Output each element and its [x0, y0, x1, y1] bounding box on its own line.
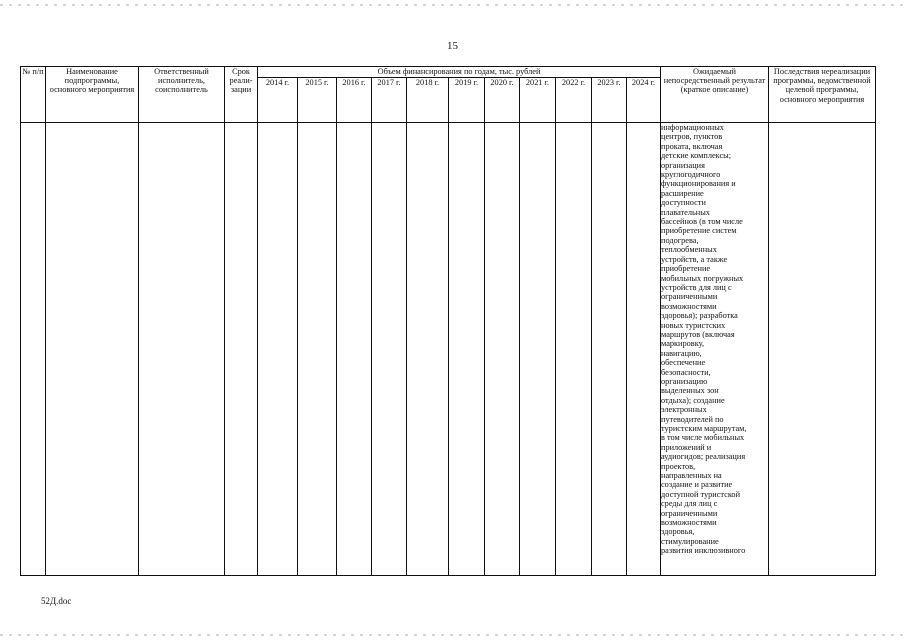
cell-consequences: [769, 123, 876, 576]
cell-year-value: [520, 123, 556, 576]
result-text-line: мобильных погружных: [661, 273, 744, 283]
cell-name: [46, 123, 139, 576]
result-text-line: расширение: [661, 188, 704, 198]
result-text-line: проектов,: [661, 461, 696, 471]
header-year: 2020 г.: [485, 78, 520, 123]
cell-year-value: [258, 123, 298, 576]
result-text-line: новых туристских: [661, 320, 726, 330]
result-text-line: электронных: [661, 405, 707, 415]
result-text-line: возможностями: [661, 518, 717, 528]
result-text-line: выделенных зон: [661, 386, 719, 396]
result-text-line: функционирования и: [661, 179, 736, 189]
result-text-line: устройств, а также: [661, 254, 728, 264]
header-name: Наименование подпрограммы, основного мероприятия: [46, 67, 139, 123]
cell-year-value: [627, 123, 661, 576]
header-year: 2022 г.: [556, 78, 592, 123]
header-year: 2019 г.: [449, 78, 485, 123]
cell-term: [225, 123, 258, 576]
result-text-line: маркировку,: [661, 339, 705, 349]
header-year: 2023 г.: [592, 78, 627, 123]
result-text-line: здоровья); разработка: [661, 311, 738, 321]
header-year: 2014 г.: [258, 78, 298, 123]
header-executor: Ответственный исполнитель, соисполнитель: [139, 67, 225, 123]
page-number: 15: [447, 40, 458, 52]
result-text-line: возможностями: [661, 301, 717, 311]
result-text-line: в том числе мобильных: [661, 433, 745, 443]
cell-year-value: [449, 123, 485, 576]
result-text-line: стимулирование: [661, 536, 719, 546]
scan-edge-bottom: [0, 634, 905, 636]
result-text-line: создание и развитие: [661, 480, 733, 490]
result-text-line: отдыха); создание: [661, 395, 725, 405]
cell-year-value: [485, 123, 520, 576]
result-text-line: круглогодичного: [661, 170, 721, 180]
result-text-line: организация: [661, 160, 705, 170]
header-year: 2021 г.: [520, 78, 556, 123]
cell-result: [661, 123, 769, 576]
result-text-line: развития инклюзивного: [661, 546, 746, 556]
header-result: Ожидаемый непосредственный результат (краткое описание): [661, 67, 769, 123]
result-text-line: навигацию,: [661, 348, 702, 358]
scan-edge-top: [0, 4, 905, 6]
result-text-line: проката, включая: [661, 141, 723, 151]
result-text-line: бассейнов (в том числе: [661, 217, 743, 227]
result-text-line: плавательных: [661, 207, 710, 217]
result-text-line: приобретение систем: [661, 226, 737, 236]
result-text-line: доступности: [661, 198, 706, 208]
result-text-line: ограниченными: [661, 292, 718, 302]
cell-number: [21, 123, 46, 576]
financing-table: [20, 66, 876, 576]
cell-year-value: [407, 123, 449, 576]
header-year: 2018 г.: [407, 78, 449, 123]
result-text-line: здоровья,: [661, 527, 695, 537]
cell-year-value: [592, 123, 627, 576]
result-text-line: центров, пунктов: [661, 132, 723, 142]
header-year: 2024 г.: [627, 78, 661, 123]
result-text-line: туристским маршрутам,: [661, 424, 747, 433]
result-text-line: информационных: [661, 123, 724, 132]
result-text-line: маршрутов (включая: [661, 329, 735, 339]
result-text-line: ограниченными: [661, 508, 718, 518]
cell-year-value: [372, 123, 407, 576]
header-consequences: Последствия нереализации программы, ведомственной целевой программы, основного мероприятия: [769, 67, 876, 123]
result-text-line: организацию: [661, 376, 708, 386]
result-text-line: обеспечение: [661, 358, 706, 368]
result-text-line: направленных на: [661, 471, 722, 481]
result-text-line: приложений и: [661, 442, 712, 452]
header-term: Срок реали-зации: [225, 67, 258, 123]
result-text-line: подогрева,: [661, 235, 699, 245]
result-text-line: аудиогидов; реализация: [661, 452, 746, 462]
table-row: [21, 123, 876, 576]
result-text-line: путеводителей по: [661, 414, 724, 424]
header-number: № п/п: [21, 67, 46, 123]
result-text-line: теплообменных: [661, 245, 717, 255]
header-year: 2017 г.: [372, 78, 407, 123]
result-text-line: безопасности,: [661, 367, 711, 377]
result-text-line: доступной туристской: [661, 489, 741, 499]
result-text-line: детские комплексы;: [661, 151, 732, 161]
result-text-line: среды для лиц с: [661, 499, 718, 509]
cell-year-value: [556, 123, 592, 576]
header-year: 2015 г.: [298, 78, 337, 123]
header-year: 2016 г.: [337, 78, 372, 123]
cell-year-value: [337, 123, 372, 576]
cell-executor: [139, 123, 225, 576]
footer-filename: 52Д.doc: [41, 596, 72, 606]
header-financing: Объем финансирования по годам, тыс. рублей: [258, 67, 661, 78]
result-text-line: приобретение: [661, 264, 711, 274]
result-text-line: устройств для лиц с: [661, 282, 732, 292]
cell-year-value: [298, 123, 337, 576]
